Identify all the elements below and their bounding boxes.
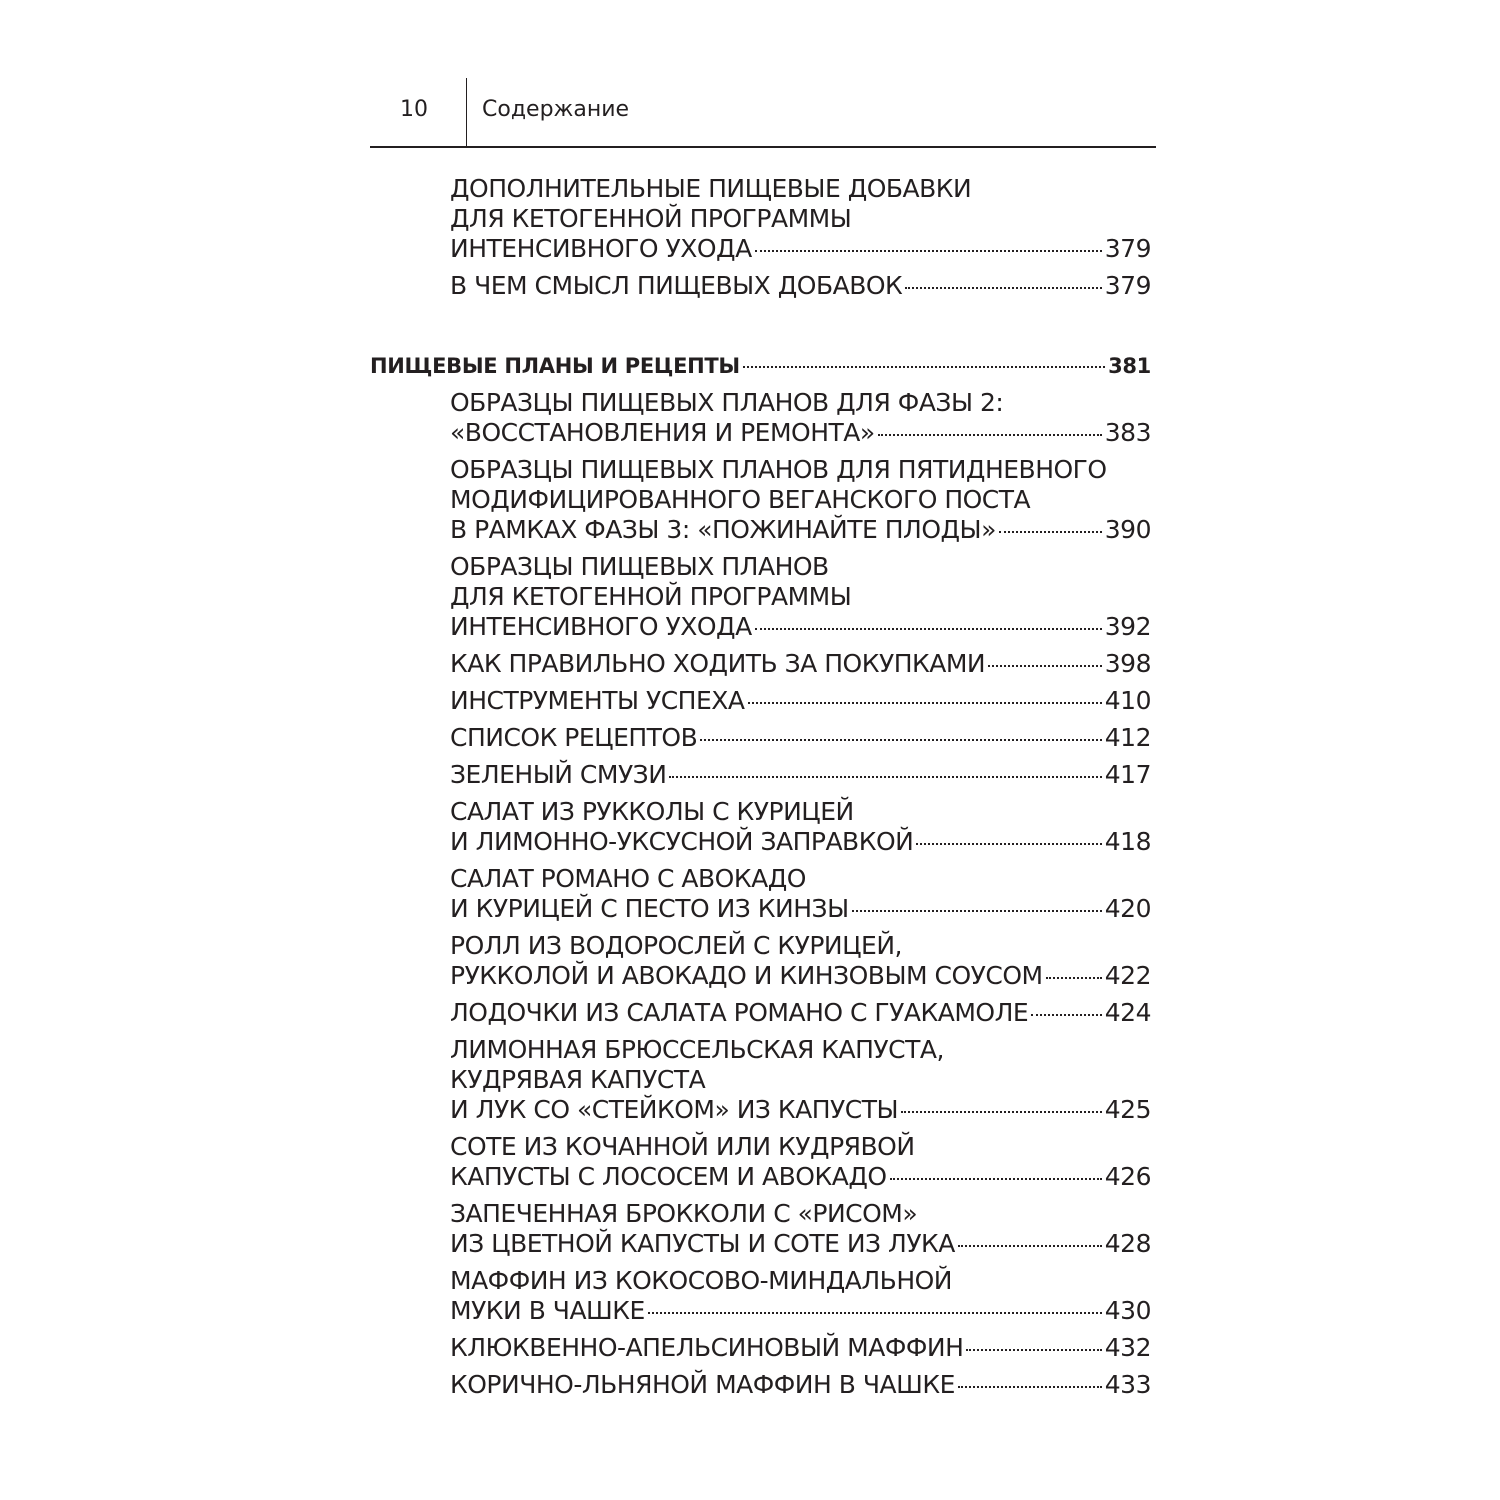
toc-entry[interactable] [370,174,1151,264]
table-of-contents [370,174,1151,1407]
toc-entry-line: РОЛЛ ИЗ ВОДОРОСЛЕЙ С КУРИЦЕЙ, [450,931,902,960]
toc-leader-dots [1046,977,1102,979]
toc-entry[interactable] [370,723,1151,753]
toc-leader-dots [988,665,1102,667]
toc-section-page: 381 [1108,354,1151,378]
toc-leader-dots [648,1312,1102,1314]
toc-entry-leader-line [450,894,1151,924]
toc-entry-line: ЗАПЕЧЕННАЯ БРОККОЛИ С «РИСОМ» [450,1199,918,1228]
toc-entry-title: И ЛУК СО «СТЕЙКОМ» ИЗ КАПУСТЫ [450,1095,899,1124]
toc-entry-title: И КУРИЦЕЙ С ПЕСТО ИЗ КИНЗЫ [450,894,849,923]
toc-entry-page: 417 [1104,760,1151,789]
toc-leader-dots [669,776,1101,778]
toc-entry-line: МАФФИН ИЗ КОКОСОВО-МИНДАЛЬНОЙ [450,1266,953,1295]
toc-entry-title: В ЧЕМ СМЫСЛ ПИЩЕВЫХ ДОБАВОК [450,271,903,300]
toc-entry-page: 379 [1104,234,1151,263]
toc-entry-title: ИНТЕНСИВНОГО УХОДА [450,234,752,263]
toc-entry[interactable] [370,455,1151,545]
toc-entry-line: КУДРЯВАЯ КАПУСТА [450,1065,706,1094]
toc-leader-dots [958,1245,1102,1247]
toc-leader-dots [905,287,1101,289]
toc-entry-leader-line [450,1095,1151,1125]
toc-entry-leader-line [450,1162,1151,1192]
toc-entry[interactable] [370,388,1151,448]
toc-entry-leader-line [450,1296,1151,1326]
page-header [370,78,1156,148]
toc-leader-dots [755,628,1102,630]
toc-entry-page: 392 [1104,612,1151,641]
toc-entry-title: ИЗ ЦВЕТНОЙ КАПУСТЫ И СОТЕ ИЗ ЛУКА [450,1229,955,1258]
toc-section-heading[interactable] [370,351,1151,381]
page-number: 10 [400,97,428,122]
toc-entry-page: 430 [1104,1296,1151,1325]
toc-entry-line: ОБРАЗЦЫ ПИЩЕВЫХ ПЛАНОВ [450,552,829,581]
toc-leader-dots [700,739,1102,741]
toc-entry-leader-line [450,271,1151,301]
toc-entries [370,388,1151,1400]
toc-entry[interactable] [370,1266,1151,1326]
toc-entry[interactable] [370,271,1151,301]
toc-entry-page: 428 [1104,1229,1151,1258]
toc-leader-dots [878,434,1102,436]
toc-entry-leader-line [450,723,1151,753]
toc-entry-page: 433 [1104,1370,1151,1399]
toc-entry-leader-line [450,961,1151,991]
toc-entry-leader-line [450,1370,1151,1400]
toc-entry-title: И ЛИМОННО-УКСУСНОЙ ЗАПРАВКОЙ [450,827,914,856]
toc-entry-line: ОБРАЗЦЫ ПИЩЕВЫХ ПЛАНОВ ДЛЯ ПЯТИДНЕВНОГО [450,455,1107,484]
toc-entry-title: ИНСТРУМЕНТЫ УСПЕХА [450,686,745,715]
toc-leader-dots [966,1349,1101,1351]
toc-entry-title: РУККОЛОЙ И АВОКАДО И КИНЗОВЫМ СОУСОМ [450,961,1043,990]
toc-entry[interactable] [370,686,1151,716]
toc-entry-line: МОДИФИЦИРОВАННОГО ВЕГАНСКОГО ПОСТА [450,485,1031,514]
toc-entry-page: 424 [1104,998,1151,1027]
toc-entry-line: СОТЕ ИЗ КОЧАННОЙ ИЛИ КУДРЯВОЙ [450,1132,915,1161]
toc-entry-title: В РАМКАХ ФАЗЫ 3: «ПОЖИНАЙТЕ ПЛОДЫ» [450,515,996,544]
toc-entry-page: 383 [1104,418,1151,447]
toc-leader-dots [755,250,1102,252]
toc-entry-leader-line [450,515,1151,545]
toc-entry-leader-line [450,998,1151,1028]
toc-entry-title: КАПУСТЫ С ЛОСОСЕМ И АВОКАДО [450,1162,887,1191]
toc-entry-page: 422 [1104,961,1151,990]
toc-entry-leader-line [450,1333,1151,1363]
toc-entry-title: КЛЮКВЕННО-АПЕЛЬСИНОВЫЙ МАФФИН [450,1333,964,1362]
toc-entry-line: ДОПОЛНИТЕЛЬНЫЕ ПИЩЕВЫЕ ДОБАВКИ [450,174,972,203]
toc-leader-dots [901,1111,1102,1113]
toc-leader-dots [852,910,1102,912]
toc-entry-title: ЛОДОЧКИ ИЗ САЛАТА РОМАНО С ГУАКАМОЛЕ [450,998,1029,1027]
toc-leader-dots [1031,1014,1102,1016]
toc-entry-title: ИНТЕНСИВНОГО УХОДА [450,612,752,641]
toc-entry-title: ЗЕЛЕНЫЙ СМУЗИ [450,760,667,789]
toc-entry-title: МУКИ В ЧАШКЕ [450,1296,645,1325]
toc-entry[interactable] [370,1370,1151,1400]
toc-entry[interactable] [370,931,1151,991]
toc-entry-line: ДЛЯ КЕТОГЕННОЙ ПРОГРАММЫ [450,582,852,611]
toc-entry-page: 426 [1104,1162,1151,1191]
toc-entry-page: 410 [1104,686,1151,715]
toc-entry[interactable] [370,1132,1151,1192]
toc-leader-dots [999,531,1102,533]
toc-entry-title: КАК ПРАВИЛЬНО ХОДИТЬ ЗА ПОКУПКАМИ [450,649,986,678]
toc-entry[interactable] [370,552,1151,642]
toc-entry[interactable] [370,649,1151,679]
toc-entry-page: 418 [1104,827,1151,856]
toc-entry-page: 412 [1104,723,1151,752]
toc-entry-leader-line [450,612,1151,642]
toc-entry-leader-line [450,827,1151,857]
toc-entry[interactable] [370,760,1151,790]
toc-entry-title: КОРИЧНО-ЛЬНЯНОЙ МАФФИН В ЧАШКЕ [450,1370,955,1399]
toc-entry-leader-line [450,1229,1151,1259]
toc-pre-entries [370,174,1151,301]
toc-entry-leader-line [450,686,1151,716]
toc-entry-line: ДЛЯ КЕТОГЕННОЙ ПРОГРАММЫ [450,204,852,233]
toc-entry-line: ЛИМОННАЯ БРЮССЕЛЬСКАЯ КАПУСТА, [450,1035,944,1064]
toc-entry-page: 432 [1104,1333,1151,1362]
running-title: Содержание [482,97,630,122]
toc-section-title: ПИЩЕВЫЕ ПЛАНЫ И РЕЦЕПТЫ [370,354,740,378]
toc-leader-dots [743,366,1105,368]
toc-entry-leader-line [450,418,1151,448]
toc-entry-line: САЛАТ РОМАНО С АВОКАДО [450,864,806,893]
toc-entry-title: «ВОССТАНОВЛЕНИЯ И РЕМОНТА» [450,418,875,447]
toc-leader-dots [748,702,1102,704]
toc-entry[interactable] [370,1333,1151,1363]
toc-leader-dots [890,1178,1102,1180]
toc-entry-line: ОБРАЗЦЫ ПИЩЕВЫХ ПЛАНОВ ДЛЯ ФАЗЫ 2: [450,388,1004,417]
toc-entry-leader-line [450,649,1151,679]
toc-entry[interactable] [370,1199,1151,1259]
toc-entry-page: 420 [1104,894,1151,923]
toc-entry-page: 398 [1104,649,1151,678]
header-divider [466,78,467,146]
toc-entry[interactable] [370,797,1151,857]
toc-entry[interactable] [370,864,1151,924]
toc-entry[interactable] [370,998,1151,1028]
toc-entry-page: 379 [1104,271,1151,300]
toc-entry-page: 390 [1104,515,1151,544]
toc-leader-dots [916,843,1101,845]
toc-entry-line: САЛАТ ИЗ РУККОЛЫ С КУРИЦЕЙ [450,797,854,826]
toc-leader-dots [958,1386,1102,1388]
toc-entry-leader-line [450,760,1151,790]
toc-entry[interactable] [370,1035,1151,1125]
toc-entry-page: 425 [1104,1095,1151,1124]
toc-entry-title: СПИСОК РЕЦЕПТОВ [450,723,698,752]
toc-entry-leader-line [450,234,1151,264]
